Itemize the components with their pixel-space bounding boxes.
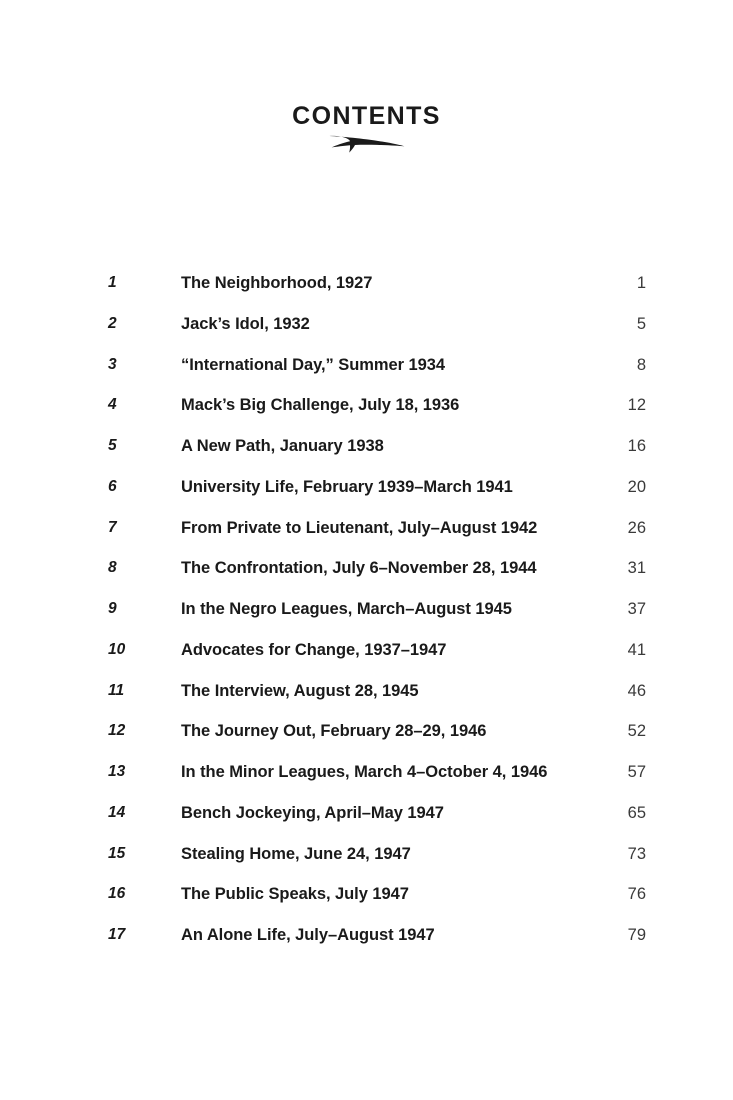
toc-entry-number: 5 (108, 437, 117, 454)
toc-entry[interactable] (0, 599, 733, 640)
toc-entry[interactable] (0, 477, 733, 518)
toc-entry-page: 65 (627, 803, 646, 822)
toc-entry[interactable] (0, 355, 733, 396)
toc-entry-title[interactable]: The Confrontation, July 6–November 28, 1944 (181, 559, 537, 578)
toc-entry-title[interactable]: An Alone Life, July–August 1947 (181, 926, 435, 944)
toc-entry[interactable] (0, 640, 733, 681)
toc-entry-number: 2 (108, 314, 117, 332)
toc-entry[interactable] (0, 762, 733, 803)
toc-entry-number: 16 (108, 885, 126, 903)
toc-entry-page: 5 (636, 314, 646, 333)
toc-entry-title[interactable]: In the Minor Leagues, March 4–October 4, 1946 (181, 763, 548, 781)
toc-entry-page: 73 (627, 844, 646, 863)
toc-entry-title[interactable]: “International Day,” Summer 1934 (181, 355, 446, 374)
toc-entry-title[interactable]: The Interview, August 28, 1945 (181, 681, 419, 700)
toc-entry-page: 8 (636, 355, 646, 374)
toc-entry-title[interactable]: A New Path, January 1938 (181, 437, 384, 455)
toc-entry-number: 3 (108, 355, 117, 373)
toc-entry-page: 37 (627, 600, 646, 618)
toc-entry-page: 57 (627, 763, 646, 781)
swash-flourish-ornament (0, 134, 733, 162)
toc-entry-number: 7 (108, 518, 117, 536)
toc-entry-title[interactable]: From Private to Lieutenant, July–August 1942 (181, 518, 538, 537)
toc-entry[interactable] (0, 273, 733, 314)
toc-entry-number: 12 (108, 722, 126, 740)
toc-entry-page: 41 (627, 640, 646, 659)
toc-entry[interactable] (0, 395, 733, 436)
toc-entry-title[interactable]: Jack’s Idol, 1932 (181, 314, 310, 333)
toc-entry-number: 13 (108, 763, 126, 780)
toc-entry[interactable] (0, 803, 733, 844)
toc-entry-number: 9 (108, 600, 117, 617)
toc-entry-page: 46 (627, 681, 646, 700)
toc-entry-page: 12 (627, 396, 646, 415)
toc-entry-number: 4 (108, 396, 117, 414)
toc-entry[interactable] (0, 314, 733, 355)
toc-entry-page: 26 (627, 518, 646, 537)
toc-entry[interactable] (0, 925, 733, 966)
toc-entry-page: 31 (627, 559, 646, 578)
toc-entry-title[interactable]: Advocates for Change, 1937–1947 (181, 640, 447, 659)
toc-entry-number: 17 (108, 926, 126, 943)
toc-entry-number: 6 (108, 477, 117, 495)
toc-entry-number: 1 (108, 274, 117, 291)
toc-entry-title[interactable]: In the Negro Leagues, March–August 1945 (181, 600, 512, 618)
toc-entry-page: 1 (636, 274, 646, 292)
toc-entry-page: 20 (627, 477, 646, 496)
toc-entry-title[interactable]: The Neighborhood, 1927 (181, 274, 373, 292)
toc-entry[interactable] (0, 436, 733, 477)
toc-entry-title[interactable]: Bench Jockeying, April–May 1947 (181, 803, 444, 822)
toc-entry[interactable] (0, 681, 733, 722)
toc-entry-number: 15 (108, 844, 126, 862)
toc-entry[interactable] (0, 844, 733, 885)
toc-entry[interactable] (0, 518, 733, 559)
toc-entry-page: 79 (627, 926, 646, 944)
toc-entry-page: 16 (627, 437, 646, 455)
toc-entry-number: 10 (108, 640, 126, 658)
toc-entry-page: 76 (627, 885, 646, 904)
toc-entry-number: 8 (108, 559, 117, 577)
toc-entry[interactable] (0, 558, 733, 599)
toc-entry-page: 52 (627, 722, 646, 741)
table-of-contents-list (0, 273, 733, 966)
toc-entry-title[interactable]: Mack’s Big Challenge, July 18, 1936 (181, 396, 460, 415)
toc-entry-title[interactable]: Stealing Home, June 24, 1947 (181, 844, 411, 863)
toc-entry-title[interactable]: University Life, February 1939–March 1941 (181, 477, 513, 496)
toc-entry-title[interactable]: The Journey Out, February 28–29, 1946 (181, 722, 487, 741)
toc-entry-title[interactable]: The Public Speaks, July 1947 (181, 885, 409, 904)
page-title: CONTENTS (292, 102, 441, 130)
toc-entry-number: 14 (108, 803, 126, 821)
toc-entry-number: 11 (108, 681, 125, 699)
toc-entry[interactable] (0, 884, 733, 925)
toc-entry[interactable] (0, 721, 733, 762)
